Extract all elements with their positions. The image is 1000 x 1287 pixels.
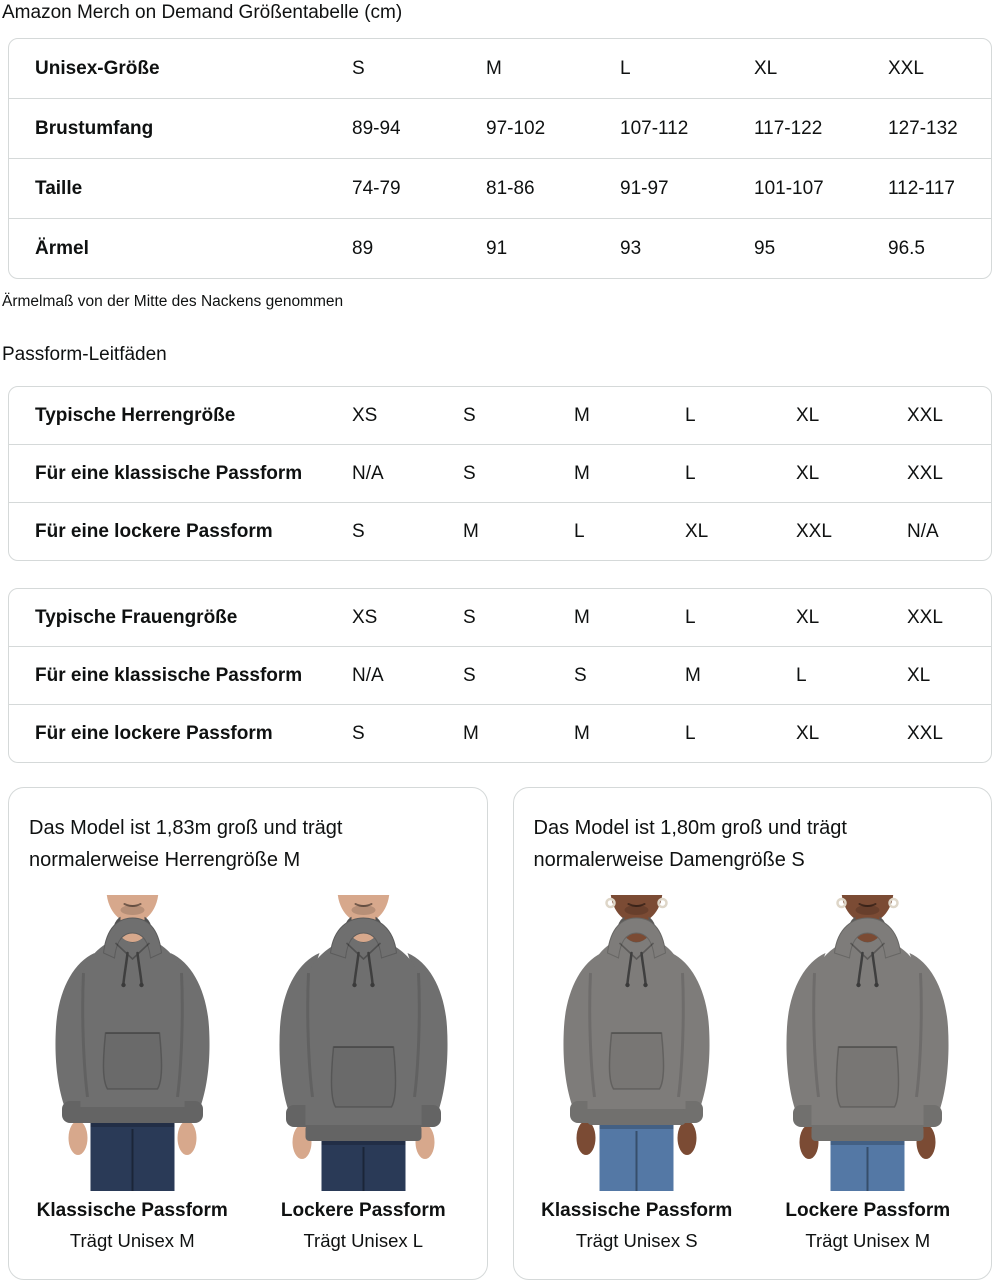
row-label: Brustumfang <box>9 98 349 158</box>
unisex-size-table <box>8 38 992 279</box>
mens-model-card <box>8 787 488 1280</box>
size-cell: XXL <box>793 502 904 560</box>
table-row <box>9 444 991 502</box>
size-cell: 93 <box>617 218 751 278</box>
model-figure <box>261 895 466 1252</box>
size-cell: S <box>460 444 571 502</box>
size-cell: 96.5 <box>885 218 991 278</box>
size-cell: M <box>571 444 682 502</box>
size-cell: 89 <box>349 218 483 278</box>
womens-fit-table <box>8 588 992 763</box>
size-cell: M <box>574 404 590 426</box>
table-row <box>9 158 991 218</box>
row-label: Taille <box>9 158 349 218</box>
size-cell: M <box>460 502 571 560</box>
model-figure <box>765 895 970 1252</box>
table-row <box>9 502 991 560</box>
size-cell: XL <box>682 502 793 560</box>
size-cell: M <box>682 646 793 704</box>
size-cell: L <box>685 606 696 628</box>
sleeve-note: Ärmelmaß von der Mitte des Nackens genommen <box>2 293 344 310</box>
size-cell: S <box>349 704 460 762</box>
figure-subcaption: Trägt Unisex S <box>575 1230 698 1251</box>
size-cell: S <box>460 646 571 704</box>
card-heading: Das Model ist 1,80m groß und trägt normalerweise Damengröße S <box>533 817 847 871</box>
size-cell: XL <box>796 606 820 628</box>
table-row <box>9 589 991 646</box>
size-cell: M <box>486 57 502 79</box>
table-row <box>9 646 991 704</box>
row-label: Für eine lockere Passform <box>9 502 349 560</box>
mens-fit-table <box>8 386 992 561</box>
size-cell: XL <box>904 646 991 704</box>
womens-model-card <box>513 787 993 1280</box>
figures-row <box>29 895 467 1252</box>
figure-subcaption: Trägt Unisex M <box>69 1230 195 1251</box>
table-row <box>9 218 991 278</box>
size-cell: XL <box>793 704 904 762</box>
size-cell: 101-107 <box>751 158 885 218</box>
table-row <box>9 704 991 762</box>
card-heading: Das Model ist 1,83m groß und trägt normalerweise Herrengröße M <box>29 817 343 871</box>
row-label: Typische Frauengröße <box>35 606 238 628</box>
size-cell: XS <box>352 606 378 628</box>
size-cell: L <box>682 704 793 762</box>
size-cell: 91-97 <box>617 158 751 218</box>
size-cell: XXL <box>907 606 943 628</box>
size-cell: S <box>349 502 460 560</box>
figure-caption: Klassische Passform <box>541 1200 733 1221</box>
row-label: Für eine lockere Passform <box>9 704 349 762</box>
size-cell: 95 <box>751 218 885 278</box>
model-cards <box>8 787 992 1280</box>
size-cell: S <box>352 57 365 79</box>
table-row <box>9 98 991 158</box>
page-title: Amazon Merch on Demand Größentabelle (cm) <box>2 2 403 23</box>
size-cell: L <box>571 502 682 560</box>
row-label: Für eine klassische Passform <box>9 646 349 704</box>
table-row <box>9 39 991 98</box>
model-photo-female-loose <box>765 895 970 1191</box>
size-cell: L <box>620 57 631 79</box>
size-cell: N/A <box>349 444 460 502</box>
size-cell: 91 <box>483 218 617 278</box>
size-cell: N/A <box>349 646 460 704</box>
size-cell: M <box>460 704 571 762</box>
size-cell: XXL <box>907 404 943 426</box>
size-cell: 89-94 <box>349 98 483 158</box>
model-photo-male-loose <box>261 895 466 1191</box>
size-cell: XS <box>352 404 378 426</box>
model-photo-female-classic <box>534 895 739 1191</box>
model-photo-male-classic <box>30 895 235 1191</box>
size-cell: 117-122 <box>751 98 885 158</box>
size-cell: 74-79 <box>349 158 483 218</box>
figures-row <box>534 895 972 1252</box>
size-cell: 127-132 <box>885 98 991 158</box>
size-cell: 97-102 <box>483 98 617 158</box>
size-cell: XL <box>796 404 820 426</box>
size-cell: S <box>463 404 476 426</box>
row-label: Typische Herrengröße <box>35 404 236 426</box>
figure-caption: Lockere Passform <box>785 1200 951 1221</box>
size-cell: XXL <box>904 444 991 502</box>
row-label: Ärmel <box>9 218 349 278</box>
row-label: Für eine klassische Passform <box>9 444 349 502</box>
size-cell: L <box>682 444 793 502</box>
row-label: Unisex-Größe <box>35 57 160 79</box>
size-cell: 81-86 <box>483 158 617 218</box>
size-cell: S <box>571 646 682 704</box>
size-cell: L <box>793 646 904 704</box>
size-cell: XL <box>754 57 778 79</box>
figure-caption: Klassische Passform <box>36 1200 228 1221</box>
size-cell: XL <box>793 444 904 502</box>
table-row <box>9 387 991 444</box>
model-figure <box>534 895 739 1252</box>
model-figure <box>30 895 235 1252</box>
size-guide-page <box>0 2 1000 1280</box>
figure-subcaption: Trägt Unisex L <box>303 1230 424 1251</box>
size-cell: S <box>463 606 476 628</box>
figure-subcaption: Trägt Unisex M <box>805 1230 931 1251</box>
figure-caption: Lockere Passform <box>280 1200 446 1221</box>
size-cell: N/A <box>904 502 991 560</box>
size-cell: 107-112 <box>617 98 751 158</box>
size-cell: L <box>685 404 696 426</box>
size-cell: M <box>574 606 590 628</box>
fit-guides-heading: Passform-Leitfäden <box>2 344 167 365</box>
size-cell: XXL <box>904 704 991 762</box>
size-cell: 112-117 <box>885 158 991 218</box>
size-cell: M <box>571 704 682 762</box>
size-cell: XXL <box>888 57 924 79</box>
